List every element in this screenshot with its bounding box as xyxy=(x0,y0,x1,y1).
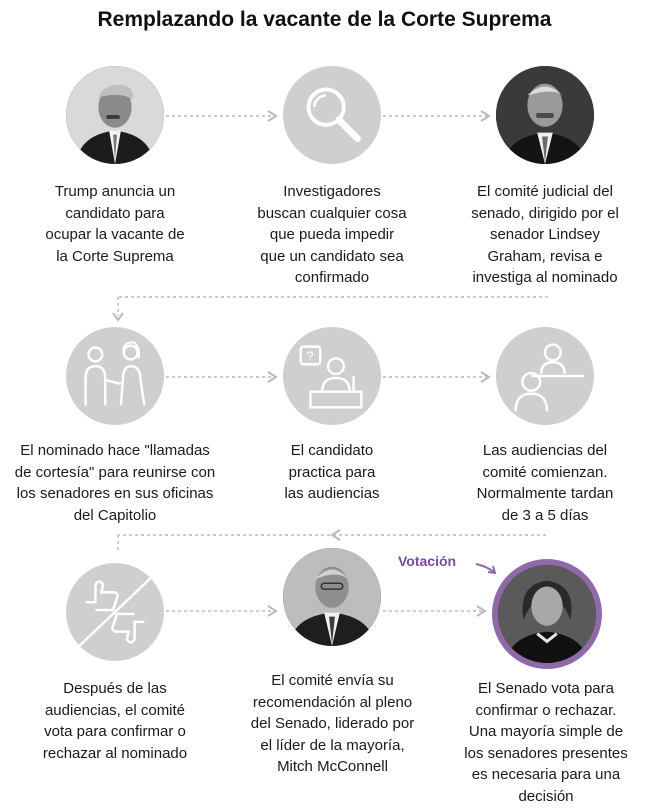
step-6-label: Las audiencias del comité comienzan. Normalmente tardan de 3 a 5 días xyxy=(476,442,614,524)
connector-arrow-5 xyxy=(164,603,284,619)
step-4-label: El nominado hace "llamadas de cortesía" para reunirse con los senadores en sus oficinas del Capitolio xyxy=(14,442,216,524)
step-1-label: Trump anuncia un candidato para ocupar la vacante de la Corte Suprema xyxy=(45,183,185,265)
magnifying-glass-icon xyxy=(283,66,381,164)
mcconnell-photo xyxy=(283,548,381,646)
connector-arrow-3 xyxy=(164,369,284,385)
step-9-label: El Senado vota para confirmar o rechazar. Una mayoría simple de los senadores presentes es necesaria para una decisión xyxy=(464,680,628,805)
step-3-label: El comité judicial del senado, dirigido por el senador Lindsey Graham, revisa e investiga al nominado xyxy=(471,183,619,286)
connector-arrow-4 xyxy=(381,369,497,385)
thumbs-up-down-icon xyxy=(66,563,164,661)
svg-text:?: ? xyxy=(306,348,314,364)
page-title: Remplazando la vacante de la Corte Suprema xyxy=(97,8,552,31)
step-8-label: El comité envía su recomendación al pleno del Senado, liderado por el líder de la mayoría, Mitch McConnell xyxy=(250,672,415,775)
hearing-icon xyxy=(496,327,594,425)
nominee-photo xyxy=(492,559,602,669)
connector-arrow-1 xyxy=(164,108,284,124)
vote-label: Votación xyxy=(398,553,457,569)
trump-photo xyxy=(66,66,164,164)
handshake-people-icon xyxy=(66,327,164,425)
vote-pointer-arrow xyxy=(474,560,500,578)
connector-arrow-2 xyxy=(381,108,497,124)
graham-photo xyxy=(496,66,594,164)
step-7-label: Después de las audiencias, el comité vota para confirmar o rechazar al nominado xyxy=(42,680,188,762)
podium-practice-icon xyxy=(283,327,381,425)
step-2-label: Investigadores buscan cualquier cosa que pueda impedir que un candidato sea confirmado xyxy=(257,183,407,286)
connector-arrow-6 xyxy=(381,603,493,619)
step-5-label: El candidato practica para las audiencias xyxy=(284,442,380,502)
row-transition-arrow-1 xyxy=(108,292,553,324)
